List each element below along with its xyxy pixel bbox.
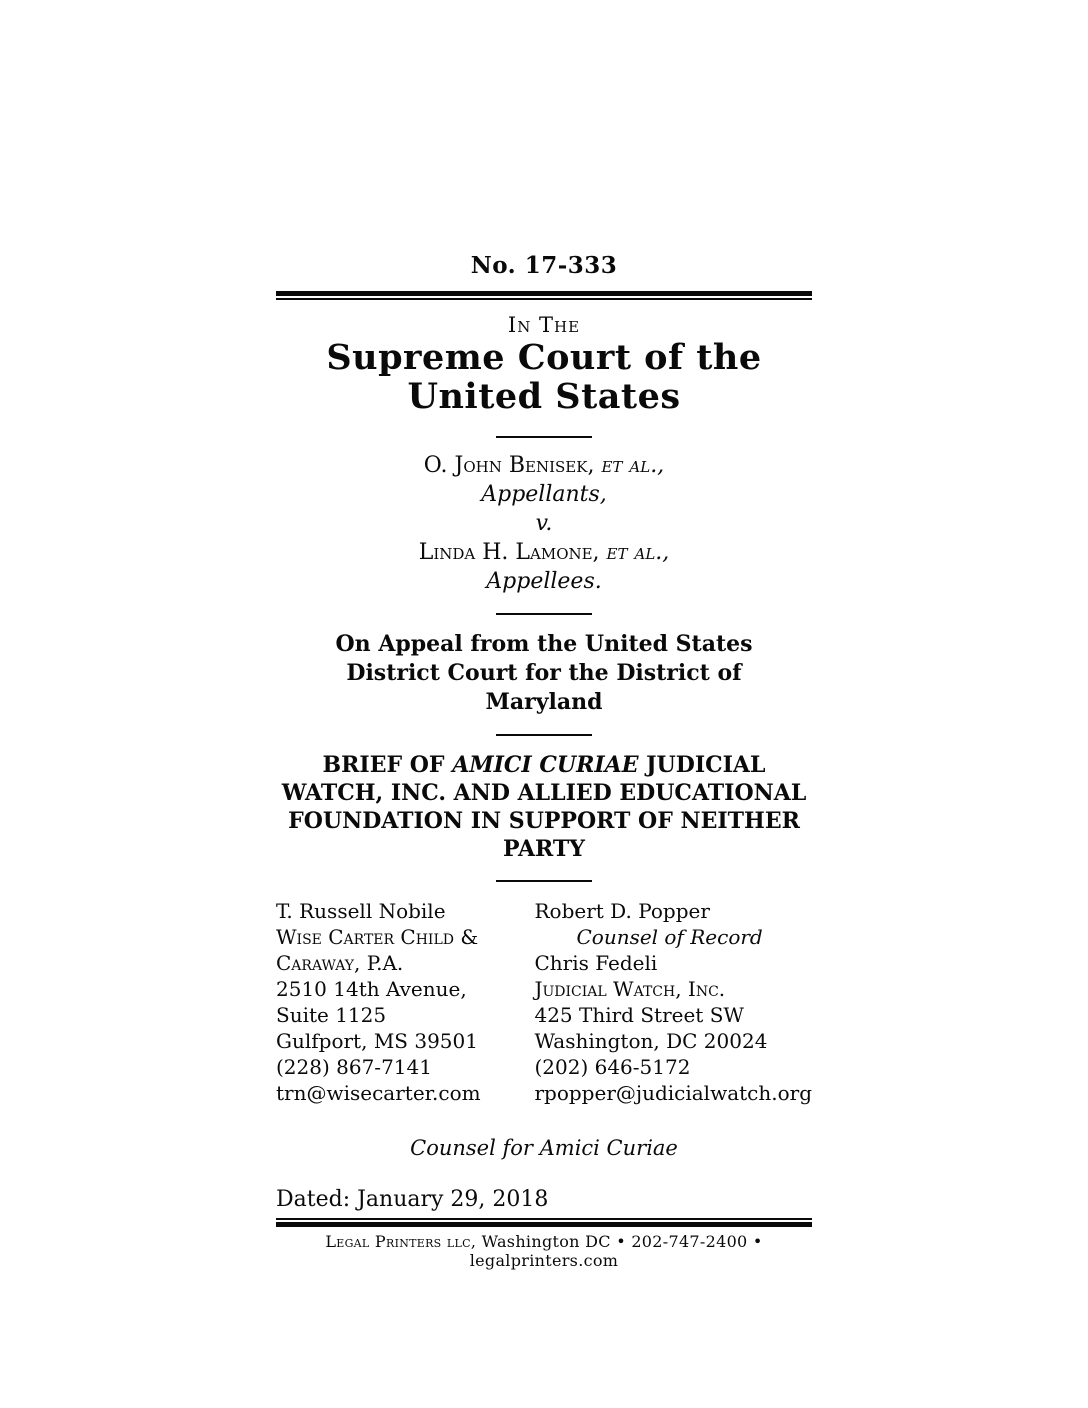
- counsel-left-email: trn@wisecarter.com: [276, 1081, 481, 1105]
- counsel-left-firm-line2: Caraway, P.A.: [276, 951, 404, 975]
- counsel-right-phone: (202) 646-5172: [534, 1055, 691, 1079]
- appellant-role: Appellants,: [481, 482, 607, 507]
- in-the-heading: In The: [507, 313, 581, 337]
- case-caption: [276, 451, 812, 596]
- court-name: Supreme Court of the United States: [326, 337, 762, 417]
- counsel-left-name: T. Russell Nobile: [276, 899, 446, 923]
- rule-thick-bar: [276, 1222, 812, 1227]
- top-double-rule: [276, 291, 812, 300]
- appeal-from-statement: On Appeal from the United States District Court for the District of Maryland: [335, 631, 753, 715]
- brief-title-amici-curiae: AMICI CURIAE: [452, 752, 639, 778]
- appellant-line: [276, 451, 812, 480]
- counsel-left-phone: (228) 867-7141: [276, 1055, 432, 1079]
- section-divider-4: [496, 880, 592, 882]
- brief-title-post: JUDICIAL WATCH, INC. AND ALLIED EDUCATIONAL FOUNDATION IN SUPPORT OF NEITHER PARTY: [281, 752, 807, 862]
- printer-firm-name: Legal Printers llc: [325, 1232, 471, 1251]
- appellee-role: Appellees.: [486, 569, 602, 594]
- printer-contact-info: , Washington DC • 202-747-2400 • legalprinters.com: [469, 1232, 763, 1270]
- section-divider-2: [496, 613, 592, 615]
- bottom-double-rule: [276, 1218, 812, 1227]
- appellant-name: O. John Benisek,: [423, 453, 595, 478]
- counsel-left-address-line3: Gulfport, MS 39501: [276, 1029, 478, 1053]
- docket-number: No. 17-333: [470, 252, 618, 279]
- counsel-right-firm: Judicial Watch, Inc.: [534, 977, 726, 1001]
- cover-content: [276, 0, 812, 1270]
- counsel-right-email: rpopper@judicialwatch.org: [534, 1081, 812, 1105]
- appellee-name: Linda H. Lamone,: [418, 540, 600, 565]
- counsel-left-address-line2: Suite 1125: [276, 1003, 387, 1027]
- counsel-left-firm-line1: Wise Carter Child &: [276, 925, 479, 949]
- counsel-right-name2: Chris Fedeli: [534, 951, 658, 975]
- appellant-et-al: et al.,: [594, 453, 665, 478]
- counsel-left-address-line1: 2510 14th Avenue,: [276, 977, 467, 1001]
- counsel-block: [276, 898, 812, 1106]
- appellee-et-al: et al.,: [599, 540, 670, 565]
- brief-title: [276, 751, 812, 863]
- versus-label: v.: [535, 511, 553, 536]
- counsel-column-right: [534, 898, 812, 1106]
- section-divider-3: [496, 734, 592, 736]
- appellee-line: [276, 538, 812, 567]
- counsel-column-left: [276, 898, 534, 1106]
- counsel-right-address-line2: Washington, DC 20024: [534, 1029, 768, 1053]
- brief-title-pre: BRIEF OF: [322, 752, 453, 778]
- rule-thin-line: [276, 298, 812, 300]
- section-divider-1: [496, 436, 592, 438]
- printer-credit-line: [276, 1232, 812, 1270]
- counsel-right-address-line1: 425 Third Street SW: [534, 1003, 744, 1027]
- counsel-of-record-label: Counsel of Record: [576, 925, 763, 949]
- dated-line: Dated: January 29, 2018: [276, 1187, 549, 1212]
- counsel-for-line: Counsel for Amici Curiae: [410, 1136, 678, 1160]
- counsel-right-name: Robert D. Popper: [534, 899, 710, 923]
